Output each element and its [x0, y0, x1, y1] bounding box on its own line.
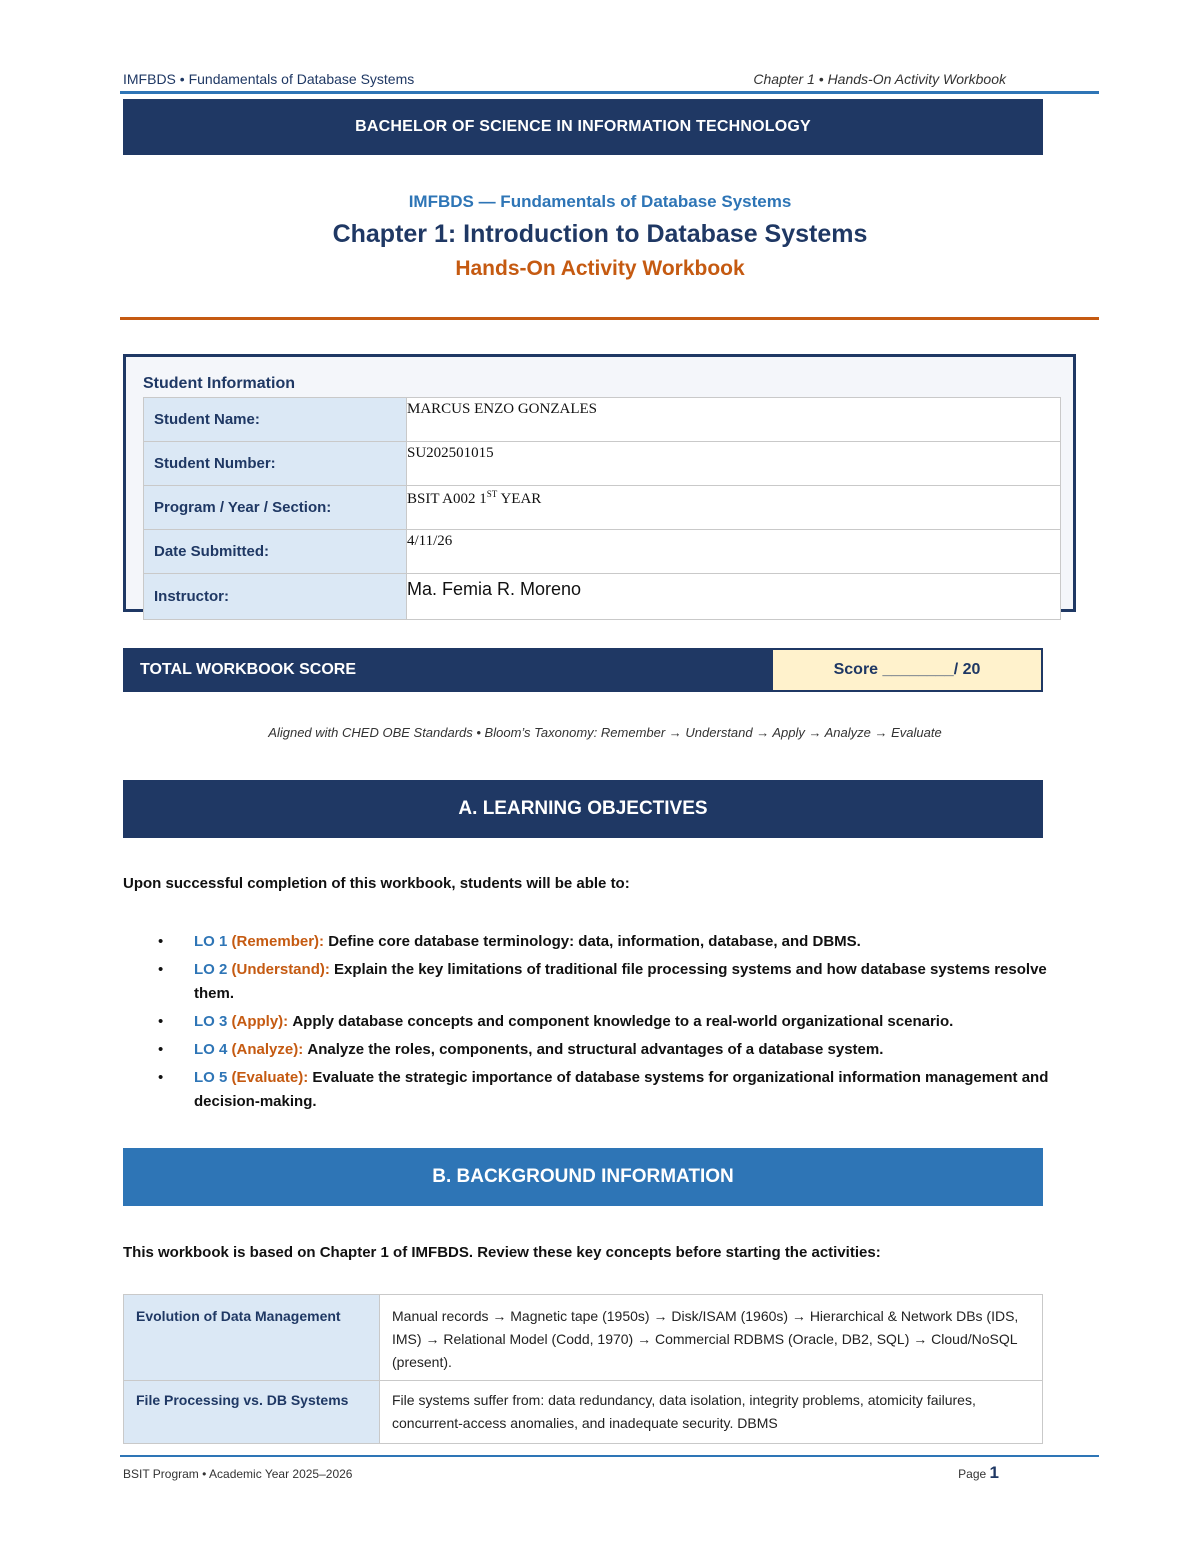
bullet-icon: •: [158, 1013, 164, 1030]
lo-level: (Evaluate):: [231, 1069, 309, 1086]
lo-text: Evaluate the strategic importance of database systems for organizational information management and decision-making.: [194, 1069, 1049, 1110]
concept-description: File systems suffer from: data redundancy, data isolation, integrity problems, atomicity failures, concurrent-access anomalies, and inadequate security. DBMS: [380, 1381, 1043, 1444]
concept-term: Evolution of Data Management: [124, 1295, 380, 1381]
course-title: IMFBDS — Fundamentals of Database Systems: [408, 192, 792, 211]
background-intro: This workbook is based on Chapter 1 of IMFBDS. Review these key concepts before starting the activities:: [123, 1244, 881, 1261]
list-item: [150, 1066, 1080, 1114]
lo-id: LO 4: [194, 1041, 228, 1058]
student-info-table: [143, 397, 1061, 620]
lo-id: LO 5: [194, 1069, 228, 1086]
lo-id: LO 1: [194, 933, 228, 950]
instructor-label: Instructor:: [144, 574, 407, 620]
instructor-field[interactable]: Ma. Femia R. Moreno: [407, 574, 1061, 620]
lo-text: Define core database terminology: data, information, database, and DBMS.: [328, 933, 861, 950]
student-number-field[interactable]: SU202501015: [407, 442, 1061, 486]
lo-level: (Understand):: [231, 961, 330, 978]
program-value: BSIT A002 1: [407, 491, 487, 507]
table-row: [144, 442, 1061, 486]
table-row: [144, 398, 1061, 442]
footer-divider: [120, 1455, 1099, 1457]
score-box: [771, 648, 1043, 692]
table-row: [144, 574, 1061, 620]
footer-program: BSIT Program • Academic Year 2025–2026: [123, 1467, 353, 1481]
objectives-intro: Upon successful completion of this workbook, students will be able to:: [123, 875, 630, 892]
lo-text: Explain the key limitations of traditional file processing systems and how database systems resolve them.: [194, 961, 1047, 1002]
program-banner: BACHELOR OF SCIENCE IN INFORMATION TECHNOLOGY: [123, 99, 1043, 155]
student-name-field[interactable]: MARCUS ENZO GONZALES: [407, 398, 1061, 442]
table-row: [144, 530, 1061, 574]
score-total: / 20: [953, 661, 981, 678]
table-row: [124, 1381, 1043, 1444]
score-prefix: Score: [833, 661, 879, 678]
date-submitted-label: Date Submitted:: [144, 530, 407, 574]
student-info-heading: Student Information: [143, 375, 295, 392]
page-label: Page: [958, 1467, 987, 1481]
bullet-icon: •: [158, 933, 164, 950]
lo-level: (Apply):: [231, 1013, 289, 1030]
header-divider: [120, 91, 1099, 94]
running-header-right: Chapter 1 • Hands-On Activity Workbook: [753, 71, 1006, 87]
alignment-note: Aligned with CHED OBE Standards • Bloom’s Taxonomy: Remember → Understand → Apply → Analyze → Evaluate: [268, 725, 942, 740]
list-item: [150, 930, 1080, 954]
table-row: [124, 1295, 1043, 1381]
list-item: [150, 1010, 1080, 1034]
learning-objectives-list: [150, 930, 1080, 1118]
list-item: [150, 1038, 1080, 1062]
page-number: 1: [989, 1463, 999, 1482]
program-value-sup: ST: [486, 489, 498, 499]
table-row: [144, 486, 1061, 530]
list-item: [150, 958, 1080, 1006]
section-b-heading: B. BACKGROUND INFORMATION: [123, 1148, 1043, 1206]
background-table: [123, 1294, 1043, 1444]
running-header-left: IMFBDS • Fundamentals of Database Systems: [123, 71, 415, 87]
date-submitted-field[interactable]: 4/11/26: [407, 530, 1061, 574]
program-value-suffix: YEAR: [497, 491, 542, 507]
bullet-icon: •: [158, 1069, 164, 1086]
lo-text: Apply database concepts and component knowledge to a real-world organizational scenario.: [292, 1013, 954, 1030]
program-label: Program / Year / Section:: [144, 486, 407, 530]
student-name-label: Student Name:: [144, 398, 407, 442]
section-a-heading: A. LEARNING OBJECTIVES: [123, 780, 1043, 838]
lo-id: LO 3: [194, 1013, 228, 1030]
total-score-label: TOTAL WORKBOOK SCORE: [123, 648, 771, 692]
student-number-label: Student Number:: [144, 442, 407, 486]
concept-term: File Processing vs. DB Systems: [124, 1381, 380, 1444]
lo-id: LO 2: [194, 961, 228, 978]
lo-level: (Remember):: [231, 933, 325, 950]
score-blank[interactable]: ________: [882, 661, 954, 678]
workbook-subtitle: Hands-On Activity Workbook: [455, 257, 745, 280]
bullet-icon: •: [158, 1041, 164, 1058]
concept-description: Manual records → Magnetic tape (1950s) → Disk/ISAM (1960s) → Hierarchical & Network DBs (IDS, IMS) → Relational Model (Codd, 1970) → Commercial RDBMS (Oracle, DB2, SQL) → Cloud/NoSQL (present).: [380, 1295, 1043, 1381]
lo-level: (Analyze):: [231, 1041, 304, 1058]
chapter-title: Chapter 1: Introduction to Database Systems: [332, 220, 868, 248]
lo-text: Analyze the roles, components, and structural advantages of a database system.: [307, 1041, 884, 1058]
footer-page: [958, 1463, 999, 1483]
title-divider: [120, 317, 1099, 320]
bullet-icon: •: [158, 961, 164, 978]
program-field[interactable]: [407, 486, 1061, 530]
